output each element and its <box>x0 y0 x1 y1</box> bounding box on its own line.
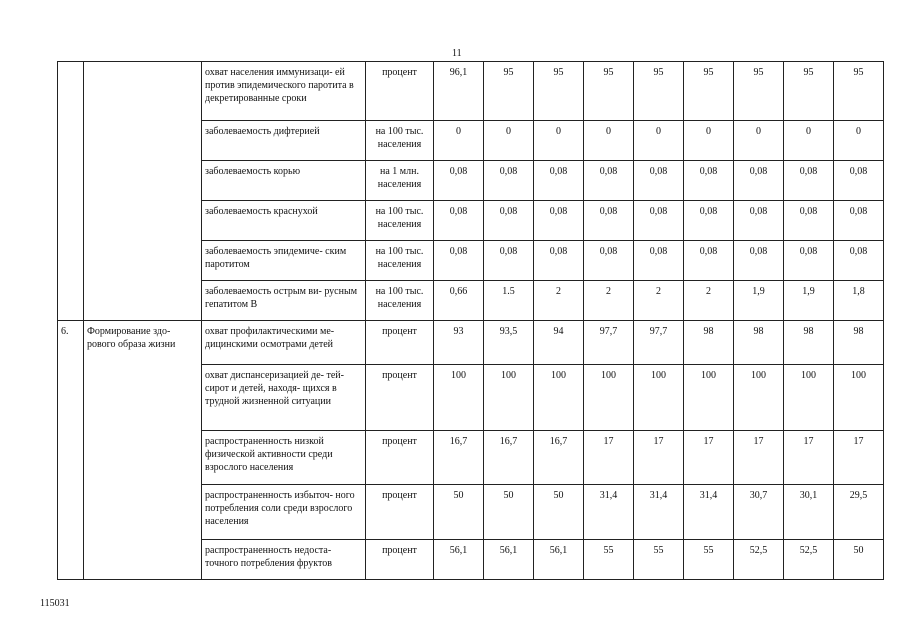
value-cell: 0,08 <box>684 201 734 241</box>
value-cell: 2 <box>534 281 584 321</box>
table-row <box>58 321 884 365</box>
value-cell: 0,08 <box>734 241 784 281</box>
value-cell: 52,5 <box>784 540 834 580</box>
value-cell: 55 <box>684 540 734 580</box>
value-cell: 50 <box>834 540 884 580</box>
value-cell: 100 <box>784 365 834 431</box>
value-cell: 16,7 <box>484 431 534 485</box>
value-cell: 100 <box>484 365 534 431</box>
value-cell: 100 <box>634 365 684 431</box>
value-cell: 0,08 <box>734 201 784 241</box>
value-cell: 95 <box>634 62 684 121</box>
value-cell: 50 <box>434 485 484 540</box>
value-cell: 50 <box>534 485 584 540</box>
value-cell: 17 <box>684 431 734 485</box>
unit-cell: на 1 млн. населения <box>366 161 434 201</box>
indicators-table <box>57 61 884 580</box>
indicator-cell: заболеваемость эпидемиче- ским паротитом <box>202 241 366 281</box>
value-cell: 0,08 <box>484 161 534 201</box>
value-cell: 0,08 <box>834 241 884 281</box>
unit-cell: процент <box>366 365 434 431</box>
value-cell: 100 <box>734 365 784 431</box>
value-cell: 95 <box>584 62 634 121</box>
value-cell: 0,08 <box>434 201 484 241</box>
value-cell: 95 <box>784 62 834 121</box>
indicator-cell: заболеваемость острым ви- русным гепатитом В <box>202 281 366 321</box>
value-cell: 98 <box>734 321 784 365</box>
value-cell: 30,1 <box>784 485 834 540</box>
value-cell: 97,7 <box>634 321 684 365</box>
value-cell: 0 <box>634 121 684 161</box>
value-cell: 0 <box>434 121 484 161</box>
value-cell: 95 <box>484 62 534 121</box>
section-number-cell: 6. <box>58 321 84 580</box>
value-cell: 0,08 <box>834 201 884 241</box>
value-cell: 0,08 <box>784 201 834 241</box>
value-cell: 1,9 <box>784 281 834 321</box>
unit-cell: процент <box>366 431 434 485</box>
value-cell: 0 <box>784 121 834 161</box>
value-cell: 0 <box>684 121 734 161</box>
indicator-cell: распространенность низкой физической активности среди взрослого населения <box>202 431 366 485</box>
value-cell: 98 <box>784 321 834 365</box>
value-cell: 0,08 <box>684 241 734 281</box>
value-cell: 0 <box>834 121 884 161</box>
value-cell: 1.5 <box>484 281 534 321</box>
value-cell: 56,1 <box>484 540 534 580</box>
value-cell: 0,66 <box>434 281 484 321</box>
value-cell: 29,5 <box>834 485 884 540</box>
unit-cell: процент <box>366 485 434 540</box>
value-cell: 0,08 <box>534 161 584 201</box>
value-cell: 0,08 <box>534 241 584 281</box>
value-cell: 0,08 <box>834 161 884 201</box>
value-cell: 16,7 <box>434 431 484 485</box>
unit-cell: процент <box>366 62 434 121</box>
value-cell: 0,08 <box>584 241 634 281</box>
document-code: 115031 <box>40 598 70 609</box>
value-cell: 100 <box>434 365 484 431</box>
value-cell: 56,1 <box>534 540 584 580</box>
value-cell: 95 <box>684 62 734 121</box>
value-cell: 0,08 <box>484 241 534 281</box>
value-cell: 100 <box>534 365 584 431</box>
value-cell: 95 <box>734 62 784 121</box>
indicator-cell: заболеваемость краснухой <box>202 201 366 241</box>
value-cell: 0,08 <box>634 161 684 201</box>
page-number: 11 <box>452 48 462 59</box>
value-cell: 94 <box>534 321 584 365</box>
value-cell: 0 <box>584 121 634 161</box>
value-cell: 52,5 <box>734 540 784 580</box>
value-cell: 0,08 <box>734 161 784 201</box>
value-cell: 100 <box>584 365 634 431</box>
value-cell: 17 <box>784 431 834 485</box>
value-cell: 95 <box>534 62 584 121</box>
value-cell: 31,4 <box>634 485 684 540</box>
value-cell: 17 <box>634 431 684 485</box>
indicator-cell: охват диспансеризацией де- тей-сирот и детей, находя- щихся в трудной жизненной ситуации <box>202 365 366 431</box>
value-cell: 1,9 <box>734 281 784 321</box>
value-cell: 16,7 <box>534 431 584 485</box>
unit-cell: процент <box>366 321 434 365</box>
unit-cell: на 100 тыс. населения <box>366 281 434 321</box>
indicator-cell: распространенность недоста- точного потребления фруктов <box>202 540 366 580</box>
value-cell: 56,1 <box>434 540 484 580</box>
value-cell: 100 <box>834 365 884 431</box>
unit-cell: на 100 тыс. населения <box>366 121 434 161</box>
value-cell: 100 <box>684 365 734 431</box>
value-cell: 0,08 <box>684 161 734 201</box>
value-cell: 31,4 <box>584 485 634 540</box>
value-cell: 98 <box>834 321 884 365</box>
unit-cell: на 100 тыс. населения <box>366 241 434 281</box>
table-row <box>58 62 884 121</box>
unit-cell: процент <box>366 540 434 580</box>
indicator-cell: охват профилактическими ме- дицинскими осмотрами детей <box>202 321 366 365</box>
value-cell: 0,08 <box>634 201 684 241</box>
value-cell: 2 <box>634 281 684 321</box>
section-number-cell <box>58 62 84 321</box>
value-cell: 0,08 <box>784 161 834 201</box>
value-cell: 0,08 <box>634 241 684 281</box>
value-cell: 97,7 <box>584 321 634 365</box>
value-cell: 98 <box>684 321 734 365</box>
value-cell: 0,08 <box>484 201 534 241</box>
indicator-cell: заболеваемость дифтерией <box>202 121 366 161</box>
value-cell: 0,08 <box>584 201 634 241</box>
unit-cell: на 100 тыс. населения <box>366 201 434 241</box>
value-cell: 17 <box>584 431 634 485</box>
value-cell: 0,08 <box>584 161 634 201</box>
value-cell: 50 <box>484 485 534 540</box>
value-cell: 1,8 <box>834 281 884 321</box>
value-cell: 31,4 <box>684 485 734 540</box>
value-cell: 0 <box>484 121 534 161</box>
value-cell: 17 <box>834 431 884 485</box>
indicator-cell: охват населения иммунизаци- ей против эпидемического паротита в декретированные сроки <box>202 62 366 121</box>
value-cell: 95 <box>834 62 884 121</box>
value-cell: 0 <box>534 121 584 161</box>
section-name-cell <box>84 62 202 321</box>
value-cell: 0 <box>734 121 784 161</box>
indicator-cell: заболеваемость корью <box>202 161 366 201</box>
value-cell: 2 <box>584 281 634 321</box>
value-cell: 0,08 <box>434 241 484 281</box>
indicator-cell: распространенность избыточ- ного потребления соли среди взрослого населения <box>202 485 366 540</box>
value-cell: 17 <box>734 431 784 485</box>
section-name-cell: Формирование здо- рового образа жизни <box>84 321 202 580</box>
value-cell: 55 <box>634 540 684 580</box>
value-cell: 96,1 <box>434 62 484 121</box>
value-cell: 93,5 <box>484 321 534 365</box>
value-cell: 2 <box>684 281 734 321</box>
value-cell: 0,08 <box>784 241 834 281</box>
value-cell: 55 <box>584 540 634 580</box>
value-cell: 0,08 <box>434 161 484 201</box>
value-cell: 93 <box>434 321 484 365</box>
value-cell: 0,08 <box>534 201 584 241</box>
value-cell: 30,7 <box>734 485 784 540</box>
